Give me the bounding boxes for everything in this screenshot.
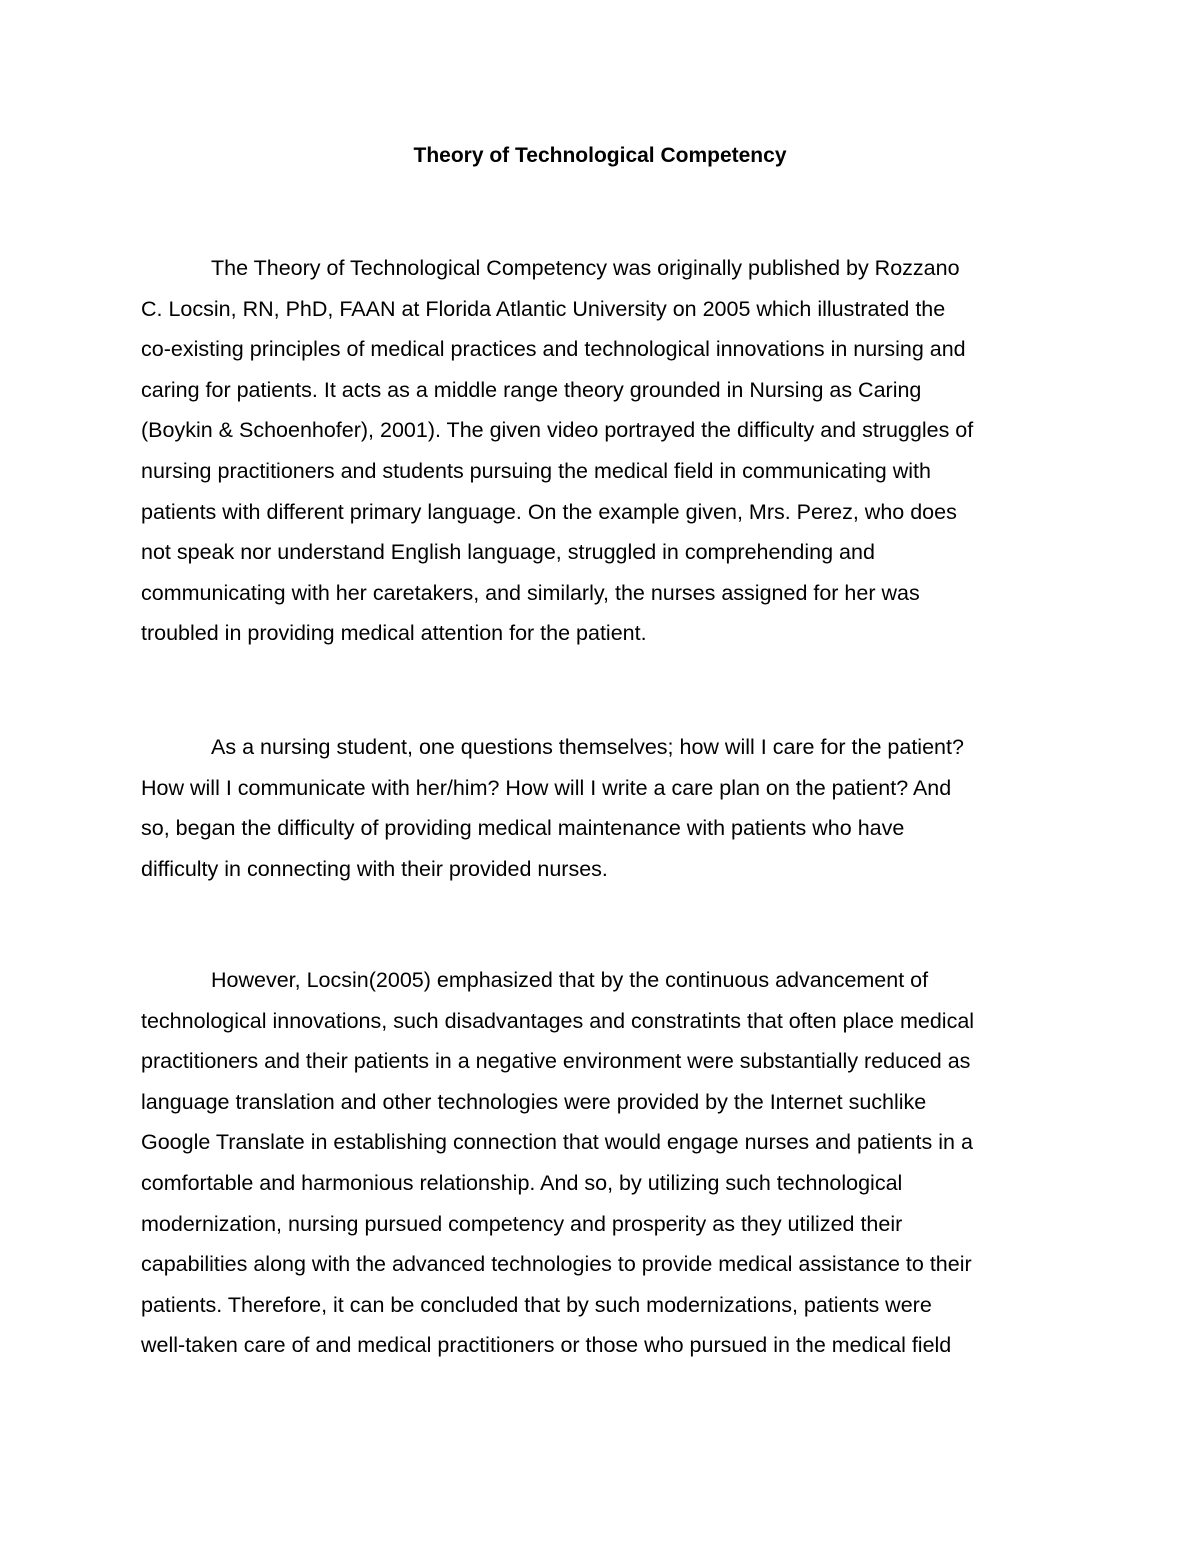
paragraph-2 — [141, 727, 1081, 889]
paragraph-3 — [141, 960, 1081, 1366]
paragraph-line: (Boykin & Schoenhofer), 2001). The given video portrayed the difficulty and struggles of — [141, 418, 974, 443]
paragraph-line: troubled in providing medical attention for the patient. — [141, 621, 647, 646]
paragraph-line: The Theory of Technological Competency was originally published by Rozzano — [211, 256, 960, 280]
paragraph-line: How will I communicate with her/him? How will I write a care plan on the patient? And — [141, 775, 952, 800]
paragraph-line: technological innovations, such disadvantages and constratints that often place medical — [141, 1008, 975, 1033]
paragraph-line: modernization, nursing pursued competency and prosperity as they utilized their — [141, 1211, 903, 1236]
paragraph-line: nursing practitioners and students pursuing the medical field in communicating with — [141, 458, 931, 483]
paragraph-line: patients. Therefore, it can be concluded that by such modernizations, patients were — [141, 1292, 932, 1317]
paragraph-line: capabilities along with the advanced technologies to provide medical assistance to their — [141, 1252, 972, 1277]
document-title: Theory of Technological Competency — [413, 144, 787, 167]
paragraph-line: difficulty in connecting with their provided nurses. — [141, 856, 608, 881]
paragraph-line: C. Locsin, RN, PhD, FAAN at Florida Atlantic University on 2005 which illustrated the — [141, 296, 946, 321]
paragraph-line: caring for patients. It acts as a middle range theory grounded in Nursing as Caring — [141, 377, 922, 402]
paragraph-line: patients with different primary language. On the example given, Mrs. Perez, who does — [141, 499, 957, 524]
paragraph-line: comfortable and harmonious relationship. And so, by utilizing such technological — [141, 1170, 903, 1195]
paragraph-line: practitioners and their patients in a negative environment were substantially reduced as — [141, 1049, 971, 1074]
paragraph-line: so, began the difficulty of providing medical maintenance with patients who have — [141, 816, 905, 841]
paragraph-line: not speak nor understand English language, struggled in comprehending and — [141, 540, 875, 565]
paragraph-line: well-taken care of and medical practitioners or those who pursued in the medical field — [141, 1333, 952, 1358]
paragraph-line: Google Translate in establishing connection that would engage nurses and patients in a — [141, 1130, 973, 1155]
paragraph-line: As a nursing student, one questions themselves; how will I care for the patient? — [211, 735, 964, 759]
paragraph-line: communicating with her caretakers, and similarly, the nurses assigned for her was — [141, 580, 920, 605]
paragraph-line: However, Locsin(2005) emphasized that by the continuous advancement of — [211, 968, 929, 992]
paragraph-line: co-existing principles of medical practices and technological innovations in nursing and — [141, 337, 966, 362]
paragraph-line: language translation and other technologies were provided by the Internet suchlike — [141, 1089, 927, 1114]
paragraph-1 — [141, 248, 1081, 654]
